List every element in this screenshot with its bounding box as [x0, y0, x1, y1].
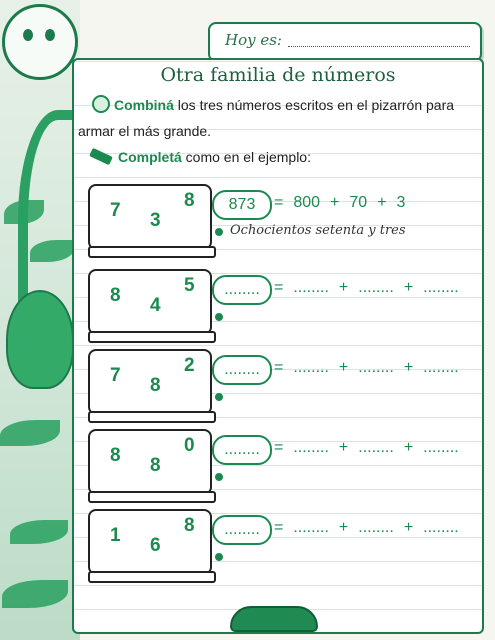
chalkboard: [88, 429, 212, 495]
units-value: ........: [423, 519, 459, 536]
date-field[interactable]: [208, 22, 482, 62]
chalkboard-digit: 5: [184, 275, 195, 296]
exercise-row: [74, 265, 482, 345]
left-illustration: [0, 0, 80, 640]
chalkboard-digit: 8: [110, 285, 121, 306]
chalkboard: [88, 269, 212, 335]
answer-box[interactable]: [212, 190, 272, 220]
instruction-combine-cont: armar el más grande.: [78, 123, 212, 139]
monkey-face-illustration: [2, 4, 78, 80]
decomposition-equation[interactable]: [274, 439, 469, 457]
bullet-icon: [215, 228, 223, 236]
tens-value: ........: [358, 439, 394, 456]
exercise-row: [74, 180, 482, 260]
chalkboard-tray: [88, 331, 216, 343]
chalkboard-digit: 1: [110, 525, 121, 546]
equals-sign: =: [274, 519, 284, 536]
units-value: 3: [396, 194, 406, 211]
exercise-row: [74, 345, 482, 425]
leaf-illustration: [0, 420, 60, 446]
chalk-icon: [89, 148, 113, 165]
answer-box[interactable]: [212, 275, 272, 305]
decomposition-equation[interactable]: [274, 279, 469, 297]
units-value: ........: [423, 439, 459, 456]
plus-sign: +: [377, 194, 387, 211]
banana-illustration: [230, 606, 318, 632]
chalkboard: [88, 349, 212, 415]
bullet-icon: [215, 473, 223, 481]
chalkboard: [88, 509, 212, 575]
bullet-icon: [215, 393, 223, 401]
tens-value: ........: [358, 279, 394, 296]
chalkboard-tray: [88, 411, 216, 423]
equals-sign: =: [274, 194, 284, 211]
hundreds-value: ........: [293, 359, 329, 376]
chalkboard-digit: 0: [184, 435, 195, 456]
hundreds-value: ........: [293, 439, 329, 456]
exercise-row: [74, 425, 482, 505]
chalkboard-digit: 8: [150, 375, 161, 396]
chalkboard-digit: 2: [184, 355, 195, 376]
banana-bunch-illustration: [6, 290, 74, 389]
answer-box[interactable]: [212, 515, 272, 545]
chalkboard-tray: [88, 491, 216, 503]
chalkboard-digit: 7: [110, 200, 121, 221]
bullet-icon: [215, 313, 223, 321]
answer-box[interactable]: [212, 435, 272, 465]
decomposition-equation[interactable]: [274, 359, 469, 377]
monkey-eye: [23, 29, 33, 41]
plus-sign: +: [330, 194, 340, 211]
answer-value: ........: [224, 281, 260, 298]
plus-sign: +: [403, 439, 414, 456]
plus-sign: +: [338, 439, 349, 456]
answer-value: 873: [228, 196, 256, 213]
tens-value: ........: [358, 359, 394, 376]
page-title: Otra familia de números: [160, 64, 396, 86]
tens-value: ........: [358, 519, 394, 536]
chalkboard-digit: 7: [110, 365, 121, 386]
date-label: Hoy es:: [225, 31, 282, 49]
chalkboard: [88, 184, 212, 250]
answer-box[interactable]: [212, 355, 272, 385]
chalkboard-digit: 8: [110, 445, 121, 466]
hundreds-value: 800: [293, 194, 321, 211]
plus-sign: +: [403, 279, 414, 296]
answer-value: ........: [224, 361, 260, 378]
chalkboard-digit: 4: [150, 295, 161, 316]
answer-value: ........: [224, 441, 260, 458]
chalkboard-digit: 8: [150, 455, 161, 476]
chalkboard-digit: 3: [150, 210, 161, 231]
plus-sign: +: [338, 359, 349, 376]
date-write-line[interactable]: [288, 46, 470, 47]
exercise-row: [74, 505, 482, 585]
monkey-eye: [45, 29, 55, 41]
hundreds-value: ........: [293, 279, 329, 296]
number-in-words: Ochocientos setenta y tres: [230, 223, 406, 238]
leaf-illustration: [10, 520, 68, 544]
decomposition-equation[interactable]: [274, 194, 415, 212]
plus-sign: +: [403, 359, 414, 376]
chalkboard-digit: 6: [150, 535, 161, 556]
hundreds-value: ........: [293, 519, 329, 536]
answer-value: ........: [224, 521, 260, 538]
chalkboard-digit: 8: [184, 515, 195, 536]
worksheet: [72, 58, 484, 634]
chalkboard-tray: [88, 246, 216, 258]
decomposition-equation[interactable]: [274, 519, 469, 537]
plus-sign: +: [338, 279, 349, 296]
units-value: ........: [423, 359, 459, 376]
plus-sign: +: [403, 519, 414, 536]
chalkboard-digit: 8: [184, 190, 195, 211]
instruction-combine: Combiná los tres números escritos en el pizarrón para: [114, 97, 455, 113]
instruction-complete: Completá como en el ejemplo:: [118, 149, 311, 165]
lightbulb-icon: [92, 95, 110, 113]
equals-sign: =: [274, 359, 284, 376]
tens-value: 70: [349, 194, 368, 211]
plus-sign: +: [338, 519, 349, 536]
bullet-icon: [215, 553, 223, 561]
leaf-illustration: [2, 580, 68, 608]
chalkboard-tray: [88, 571, 216, 583]
units-value: ........: [423, 279, 459, 296]
equals-sign: =: [274, 279, 284, 296]
equals-sign: =: [274, 439, 284, 456]
